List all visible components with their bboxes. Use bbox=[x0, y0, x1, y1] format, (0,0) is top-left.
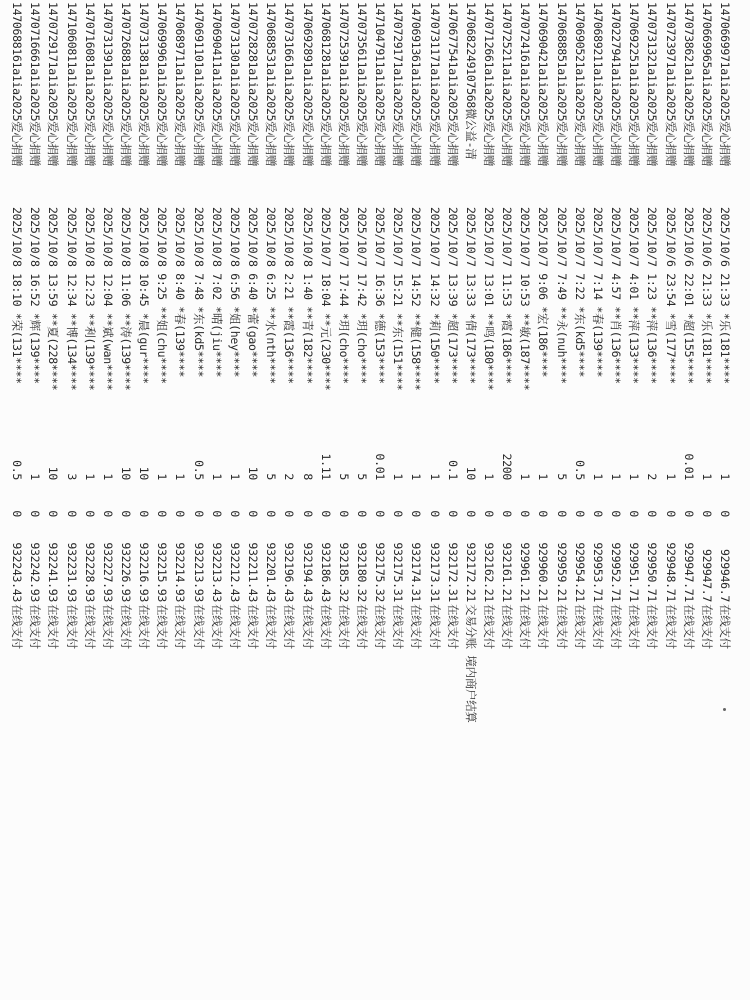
row-amount: 0.1 bbox=[445, 460, 460, 480]
row-time: 2025/10/8 7:48 *东(kd5**** bbox=[191, 207, 206, 378]
row-type: 交易分账 境内商户结算 bbox=[463, 604, 478, 723]
row-amount: 1 bbox=[409, 473, 424, 480]
row-amount: 8 bbox=[300, 473, 315, 480]
row-fee: 0 bbox=[300, 510, 315, 517]
row-id: 1470725391a1ia2025爱心捐赠 bbox=[336, 2, 351, 167]
row-time: 2025/10/8 2:21 **霞(136**** bbox=[282, 207, 297, 384]
row-balance: 932216.93 bbox=[137, 542, 152, 602]
row-time: 2025/10/8 6:56 *姐(hey**** bbox=[227, 207, 242, 378]
row-time: 2025/10/8 12:04 **斌(wan**** bbox=[100, 207, 115, 391]
row-amount: 0.5 bbox=[572, 460, 587, 480]
row-id: 1470227941a1ia2025爱心捐赠 bbox=[609, 2, 624, 167]
table-row bbox=[82, 0, 97, 1000]
table-row bbox=[390, 0, 405, 1000]
row-id: 1470669971a1ia2025爱心捐赠 bbox=[718, 2, 732, 167]
row-id: 1470728281a1ia2025爱心捐赠 bbox=[246, 2, 261, 167]
row-time: 2025/10/7 17:42 *玥(cho**** bbox=[355, 207, 369, 384]
row-time: 2025/10/8 12:23 **利(139**** bbox=[82, 207, 97, 391]
row-type: 在线支付 bbox=[155, 604, 170, 649]
row-balance: 929951.71 bbox=[627, 542, 642, 602]
row-amount: 0.01 bbox=[681, 453, 696, 480]
row-fee: 0 bbox=[536, 510, 551, 517]
row-type: 在线支付 bbox=[445, 604, 460, 649]
table-row bbox=[209, 0, 224, 1000]
row-id: 1471060811a1ia2025爱心捐赠 bbox=[64, 2, 79, 167]
row-time: 2025/10/6 21:33 *乐(181**** bbox=[699, 207, 714, 384]
row-amount: 2 bbox=[645, 473, 660, 480]
row-fee: 0 bbox=[209, 510, 224, 517]
row-amount: 1 bbox=[173, 473, 188, 480]
row-id: 1470726881a1ia2025爱心捐赠 bbox=[119, 2, 134, 167]
table-row bbox=[118, 0, 133, 1000]
row-time: 2025/10/8 9:25 **姐(chu**** bbox=[155, 207, 170, 384]
row-id: 1470716081a1ia2025爱心捐赠 bbox=[82, 2, 97, 167]
row-balance: 929960.21 bbox=[536, 542, 551, 602]
row-time: 2025/10/8 18:10 *荣(131**** bbox=[10, 207, 25, 384]
row-time: 2025/10/7 7:22 *东(kd5**** bbox=[572, 207, 587, 378]
row-balance: 929952.71 bbox=[609, 542, 624, 602]
row-fee: 0 bbox=[554, 510, 569, 517]
row-amount: 1 bbox=[209, 473, 224, 480]
row-balance: 932226.93 bbox=[119, 542, 134, 602]
row-time: 2025/10/7 11:53 *霞(186**** bbox=[500, 207, 515, 384]
table-row bbox=[481, 0, 496, 1000]
row-fee: 0 bbox=[409, 510, 424, 517]
row-time: 2025/10/6 21:33 *乐(181**** bbox=[718, 207, 732, 384]
row-amount: 5 bbox=[264, 473, 279, 480]
row-time: 2025/10/8 1:40 **青(182**** bbox=[300, 207, 315, 384]
row-balance: 929947.71 bbox=[681, 542, 696, 602]
row-id: 1470688851a1ia2025爱心捐赠 bbox=[554, 2, 569, 167]
table-row bbox=[536, 0, 551, 1000]
row-type: 在线支付 bbox=[119, 604, 134, 649]
row-type: 在线支付 bbox=[391, 604, 406, 649]
row-balance: 932228.93 bbox=[82, 542, 97, 602]
row-id: 1470731301a1ia2025爱心捐赠 bbox=[227, 2, 242, 167]
table-row bbox=[45, 0, 60, 1000]
row-type: 在线支付 bbox=[227, 604, 242, 649]
row-amount: 1 bbox=[627, 473, 642, 480]
row-type: 在线支付 bbox=[609, 604, 624, 649]
table-row bbox=[626, 0, 641, 1000]
table-row bbox=[554, 0, 569, 1000]
row-type: 在线支付 bbox=[663, 604, 678, 649]
row-balance: 932213.43 bbox=[209, 542, 224, 602]
row-balance: 929946.7 bbox=[718, 549, 732, 602]
row-fee: 0 bbox=[373, 510, 388, 517]
row-time: 2025/10/7 9:06 *宏(186**** bbox=[536, 207, 551, 378]
row-type: 在线支付 bbox=[173, 604, 188, 649]
row-type: 在线支付 bbox=[264, 604, 279, 649]
table-row bbox=[263, 0, 278, 1000]
row-fee: 0 bbox=[463, 510, 478, 517]
table-row bbox=[644, 0, 659, 1000]
row-amount: 2 bbox=[282, 473, 297, 480]
row-id: 1470690421a1ia2025爱心捐赠 bbox=[536, 2, 551, 167]
row-balance: 932242.93 bbox=[28, 542, 43, 602]
table-row bbox=[717, 0, 732, 1000]
row-amount: 1 bbox=[518, 473, 533, 480]
row-type: 在线支付 bbox=[427, 604, 442, 649]
row-balance: 929947.7 bbox=[699, 549, 714, 602]
row-type: 在线支付 bbox=[28, 604, 43, 649]
row-balance: 932214.93 bbox=[173, 542, 188, 602]
row-type: 在线支付 bbox=[500, 604, 515, 649]
row-fee: 0 bbox=[10, 510, 25, 517]
row-amount: 1 bbox=[100, 473, 115, 480]
row-fee: 0 bbox=[64, 510, 79, 517]
row-type: 在线支付 bbox=[373, 604, 388, 649]
row-fee: 0 bbox=[590, 510, 605, 517]
row-time: 2025/10/6 23:54 *雪(177**** bbox=[663, 207, 678, 384]
row-balance: 929950.71 bbox=[645, 542, 660, 602]
row-time: 2025/10/8 11:06 **涛(139**** bbox=[119, 207, 134, 391]
row-balance: 932201.43 bbox=[264, 542, 279, 602]
row-amount: 5 bbox=[355, 473, 369, 480]
row-id: 1470731661a1ia2025爱心捐赠 bbox=[282, 2, 297, 167]
row-balance: 932186.43 bbox=[318, 542, 333, 602]
row-amount: 1 bbox=[227, 473, 242, 480]
row-type: 在线支付 bbox=[318, 604, 333, 649]
row-balance: 932173.31 bbox=[427, 542, 442, 602]
row-time: 2025/10/7 7:14 *春(139**** bbox=[590, 207, 605, 378]
row-fee: 0 bbox=[645, 510, 660, 517]
table-row bbox=[318, 0, 333, 1000]
row-id: 1470729171a1ia2025爱心捐赠 bbox=[46, 2, 61, 167]
row-balance: 932162.21 bbox=[482, 542, 497, 602]
row-balance: 932213.93 bbox=[191, 542, 206, 602]
row-type: 在线支付 bbox=[590, 604, 605, 649]
row-fee: 0 bbox=[609, 510, 624, 517]
row-time: 2025/10/7 13:01 **鸣(180**** bbox=[482, 207, 497, 391]
table-row bbox=[245, 0, 260, 1000]
row-balance: 932215.93 bbox=[155, 542, 170, 602]
row-fee: 0 bbox=[718, 510, 732, 517]
row-amount: 1 bbox=[663, 473, 678, 480]
row-amount: 1 bbox=[155, 473, 170, 480]
row-balance: 932212.43 bbox=[227, 542, 242, 602]
table-row bbox=[281, 0, 296, 1000]
row-type: 在线支付 bbox=[100, 604, 115, 649]
row-type: 在线支付 bbox=[355, 604, 369, 649]
row-balance: 932174.31 bbox=[409, 542, 424, 602]
row-fee: 0 bbox=[246, 510, 261, 517]
row-balance: 932185.32 bbox=[336, 542, 351, 602]
table-row bbox=[427, 0, 442, 1000]
row-time: 2025/10/8 10:45 *晨(gur**** bbox=[137, 207, 152, 384]
row-balance: 932172.21 bbox=[463, 542, 478, 602]
row-amount: 1.11 bbox=[318, 453, 333, 480]
row-fee: 0 bbox=[445, 510, 460, 517]
row-fee: 0 bbox=[46, 510, 61, 517]
table-row bbox=[499, 0, 514, 1000]
row-time: 2025/10/8 16:52 *辉(139**** bbox=[28, 207, 43, 384]
row-amount: 1 bbox=[590, 473, 605, 480]
table-row bbox=[27, 0, 42, 1000]
row-fee: 0 bbox=[663, 510, 678, 517]
row-time: 2025/10/7 16:36 *德(153**** bbox=[373, 207, 388, 384]
row-id: 1470699961a1ia2025爱心捐赠 bbox=[155, 2, 170, 167]
row-fee: 0 bbox=[119, 510, 134, 517]
table-row bbox=[572, 0, 587, 1000]
table-row bbox=[300, 0, 315, 1000]
row-id: 1470688161a1ia2025爱心捐赠 bbox=[10, 2, 25, 167]
row-fee: 0 bbox=[427, 510, 442, 517]
row-fee: 0 bbox=[82, 510, 97, 517]
row-balance: 932241.93 bbox=[46, 542, 61, 602]
row-time: 2025/10/7 15:21 **东(151**** bbox=[391, 207, 406, 391]
row-amount: 1 bbox=[482, 473, 497, 480]
row-time: 2025/10/6 22:01 *超(155**** bbox=[681, 207, 696, 384]
row-time: 2025/10/7 4:57 **肖(136**** bbox=[609, 207, 624, 384]
table-row bbox=[681, 0, 696, 1000]
row-time: 2025/10/7 10:53 **敏(187**** bbox=[518, 207, 533, 391]
row-id: 1470690411a1ia2025爱心捐赠 bbox=[209, 2, 224, 167]
row-id: 1470682249107568微公益-清 bbox=[463, 2, 478, 160]
row-id: 1470692891a1ia2025爱心捐赠 bbox=[300, 2, 315, 167]
row-fee: 0 bbox=[699, 510, 714, 517]
row-type: 在线支付 bbox=[699, 604, 714, 649]
row-time: 2025/10/7 1:23 **萍(136**** bbox=[645, 207, 660, 384]
row-fee: 0 bbox=[227, 510, 242, 517]
row-type: 在线支付 bbox=[46, 604, 61, 649]
row-balance: 932172.31 bbox=[445, 542, 460, 602]
row-amount: 5 bbox=[336, 473, 351, 480]
row-id: 1470725211a1ia2025爱心捐赠 bbox=[500, 2, 515, 167]
row-id: 1470688531a1ia2025爱心捐赠 bbox=[264, 2, 279, 167]
row-id: 1470729171a1ia2025爱心捐赠 bbox=[391, 2, 406, 167]
scan-speck bbox=[723, 708, 726, 711]
row-type: 在线支付 bbox=[209, 604, 224, 649]
row-time: 2025/10/7 4:01 **萍(133**** bbox=[627, 207, 642, 384]
row-id: 1470677541a1ia2025爱心捐赠 bbox=[445, 2, 460, 167]
row-id: 1470712661a1ia2025爱心捐赠 bbox=[482, 2, 497, 167]
table-row bbox=[608, 0, 623, 1000]
row-id: 1470731321a1ia2025爱心捐赠 bbox=[645, 2, 660, 167]
row-amount: 0.01 bbox=[373, 453, 388, 480]
table-row bbox=[372, 0, 387, 1000]
row-id: 1470738621a1ia2025爱心捐赠 bbox=[681, 2, 696, 167]
row-amount: 10 bbox=[463, 466, 478, 480]
row-id: 1470735611a1ia2025爱心捐赠 bbox=[355, 2, 369, 167]
table-row bbox=[173, 0, 188, 1000]
row-fee: 0 bbox=[282, 510, 297, 517]
row-time: 2025/10/8 13:59 **夏(228**** bbox=[46, 207, 61, 391]
row-type: 在线支付 bbox=[554, 604, 569, 649]
row-balance: 929959.21 bbox=[554, 542, 569, 602]
row-amount: 0.5 bbox=[10, 460, 25, 480]
row-type: 在线支付 bbox=[627, 604, 642, 649]
row-amount: 3 bbox=[64, 473, 79, 480]
table-row bbox=[445, 0, 460, 1000]
row-id: 1470689211a1ia2025爱心捐赠 bbox=[590, 2, 605, 167]
row-balance: 932231.93 bbox=[64, 542, 79, 602]
row-id: 1470691101a1ia2025爱心捐赠 bbox=[191, 2, 206, 167]
row-amount: 1 bbox=[427, 473, 442, 480]
row-amount: 1 bbox=[718, 473, 732, 480]
row-type: 在线支付 bbox=[64, 604, 79, 649]
row-time: 2025/10/8 6:25 **水(nth**** bbox=[264, 207, 279, 384]
row-balance: 932196.43 bbox=[282, 542, 297, 602]
row-id: 1470669965a1ia2025爱心捐赠 bbox=[699, 2, 714, 167]
table-row bbox=[663, 0, 678, 1000]
row-time: 2025/10/8 6:40 *蕾(gao**** bbox=[246, 207, 261, 378]
row-balance: 932227.93 bbox=[100, 542, 115, 602]
row-type: 在线支付 bbox=[518, 604, 533, 649]
table-row bbox=[136, 0, 151, 1000]
row-balance: 929953.71 bbox=[590, 542, 605, 602]
table-row bbox=[590, 0, 605, 1000]
table-row bbox=[517, 0, 532, 1000]
row-fee: 0 bbox=[572, 510, 587, 517]
row-amount: 10 bbox=[246, 466, 261, 480]
table-row bbox=[336, 0, 351, 1000]
row-fee: 0 bbox=[500, 510, 515, 517]
row-id: 1470723971a1ia2025爱心捐赠 bbox=[663, 2, 678, 167]
row-time: 2025/10/7 14:32 *莉(150**** bbox=[427, 207, 442, 384]
row-balance: 929961.21 bbox=[518, 542, 533, 602]
row-id: 1470681281a1ia2025爱心捐赠 bbox=[318, 2, 333, 167]
table-row bbox=[699, 0, 714, 1000]
row-amount: 2200 bbox=[500, 453, 515, 480]
row-amount: 5 bbox=[554, 473, 569, 480]
row-fee: 0 bbox=[391, 510, 406, 517]
row-fee: 0 bbox=[355, 510, 369, 517]
row-amount: 1 bbox=[391, 473, 406, 480]
table-row bbox=[354, 0, 369, 1000]
row-type: 在线支付 bbox=[82, 604, 97, 649]
table-row bbox=[9, 0, 24, 1000]
row-type: 在线支付 bbox=[572, 604, 587, 649]
row-fee: 0 bbox=[318, 510, 333, 517]
row-balance: 932211.43 bbox=[246, 542, 261, 602]
row-balance: 932175.31 bbox=[391, 542, 406, 602]
row-fee: 0 bbox=[100, 510, 115, 517]
table-row bbox=[408, 0, 423, 1000]
row-time: 2025/10/7 13:33 *倩(173**** bbox=[463, 207, 478, 384]
row-id: 1470690521a1ia2025爱心捐赠 bbox=[572, 2, 587, 167]
row-fee: 0 bbox=[173, 510, 188, 517]
table-row bbox=[191, 0, 206, 1000]
row-balance: 932175.32 bbox=[373, 542, 388, 602]
row-time: 2025/10/7 18:04 **元(230**** bbox=[318, 207, 333, 391]
row-id: 1470724161a1ia2025爱心捐赠 bbox=[518, 2, 533, 167]
row-time: 2025/10/7 7:49 **永(nuh**** bbox=[554, 207, 569, 384]
row-amount: 1 bbox=[82, 473, 97, 480]
row-type: 在线支付 bbox=[482, 604, 497, 649]
row-type: 在线支付 bbox=[246, 604, 261, 649]
row-time: 2025/10/8 7:02 *晴(jiu**** bbox=[209, 207, 224, 378]
row-id: 1470731171a1ia2025爱心捐赠 bbox=[427, 2, 442, 167]
row-balance: 932243.43 bbox=[10, 542, 25, 602]
row-balance: 929954.21 bbox=[572, 542, 587, 602]
row-time: 2025/10/7 13:39 *超(173**** bbox=[445, 207, 460, 384]
row-amount: 1 bbox=[536, 473, 551, 480]
row-fee: 0 bbox=[191, 510, 206, 517]
row-amount: 0.5 bbox=[191, 460, 206, 480]
row-id: 1470716661a1ia2025爱心捐赠 bbox=[28, 2, 43, 167]
row-amount: 1 bbox=[28, 473, 43, 480]
row-balance: 932194.43 bbox=[300, 542, 315, 602]
row-amount: 1 bbox=[609, 473, 624, 480]
row-fee: 0 bbox=[336, 510, 351, 517]
row-amount: 1 bbox=[699, 473, 714, 480]
table-row bbox=[227, 0, 242, 1000]
row-type: 在线支付 bbox=[409, 604, 424, 649]
row-type: 在线支付 bbox=[10, 604, 25, 649]
row-id: 1470731391a1ia2025爱心捐赠 bbox=[100, 2, 115, 167]
row-time: 2025/10/7 14:52 **健(158**** bbox=[409, 207, 424, 391]
row-id: 1470692251a1ia2025爱心捐赠 bbox=[627, 2, 642, 167]
row-type: 在线支付 bbox=[137, 604, 152, 649]
row-fee: 0 bbox=[518, 510, 533, 517]
table-row bbox=[463, 0, 478, 1000]
row-type: 在线支付 bbox=[645, 604, 660, 649]
row-fee: 0 bbox=[482, 510, 497, 517]
row-type: 在线支付 bbox=[191, 604, 206, 649]
row-id: 1470731381a1ia2025爱心捐赠 bbox=[137, 2, 152, 167]
row-balance: 929948.71 bbox=[663, 542, 678, 602]
table-row bbox=[64, 0, 79, 1000]
row-type: 在线支付 bbox=[681, 604, 696, 649]
row-id: 1470689711a1ia2025爱心捐赠 bbox=[173, 2, 188, 167]
row-time: 2025/10/8 8:40 *春(139**** bbox=[173, 207, 188, 378]
row-type: 在线支付 bbox=[536, 604, 551, 649]
row-id: 1471047911a1ia2025爱心捐赠 bbox=[373, 2, 388, 167]
row-type: 在线支付 bbox=[718, 604, 732, 649]
row-fee: 0 bbox=[264, 510, 279, 517]
table-row bbox=[154, 0, 169, 1000]
row-balance: 932180.32 bbox=[355, 542, 369, 602]
row-type: 在线支付 bbox=[336, 604, 351, 649]
row-amount: 10 bbox=[119, 466, 134, 480]
row-fee: 0 bbox=[137, 510, 152, 517]
row-fee: 0 bbox=[627, 510, 642, 517]
row-fee: 0 bbox=[155, 510, 170, 517]
row-id: 1470691361a1ia2025爱心捐赠 bbox=[409, 2, 424, 167]
row-fee: 0 bbox=[681, 510, 696, 517]
row-time: 2025/10/8 12:34 **博(134**** bbox=[64, 207, 79, 391]
row-type: 在线支付 bbox=[282, 604, 297, 649]
row-amount: 10 bbox=[137, 466, 152, 480]
row-time: 2025/10/7 17:44 *玥(cho**** bbox=[336, 207, 351, 384]
table-row bbox=[100, 0, 115, 1000]
row-balance: 932161.21 bbox=[500, 542, 515, 602]
row-fee: 0 bbox=[28, 510, 43, 517]
row-amount: 10 bbox=[46, 466, 61, 480]
row-type: 在线支付 bbox=[300, 604, 315, 649]
